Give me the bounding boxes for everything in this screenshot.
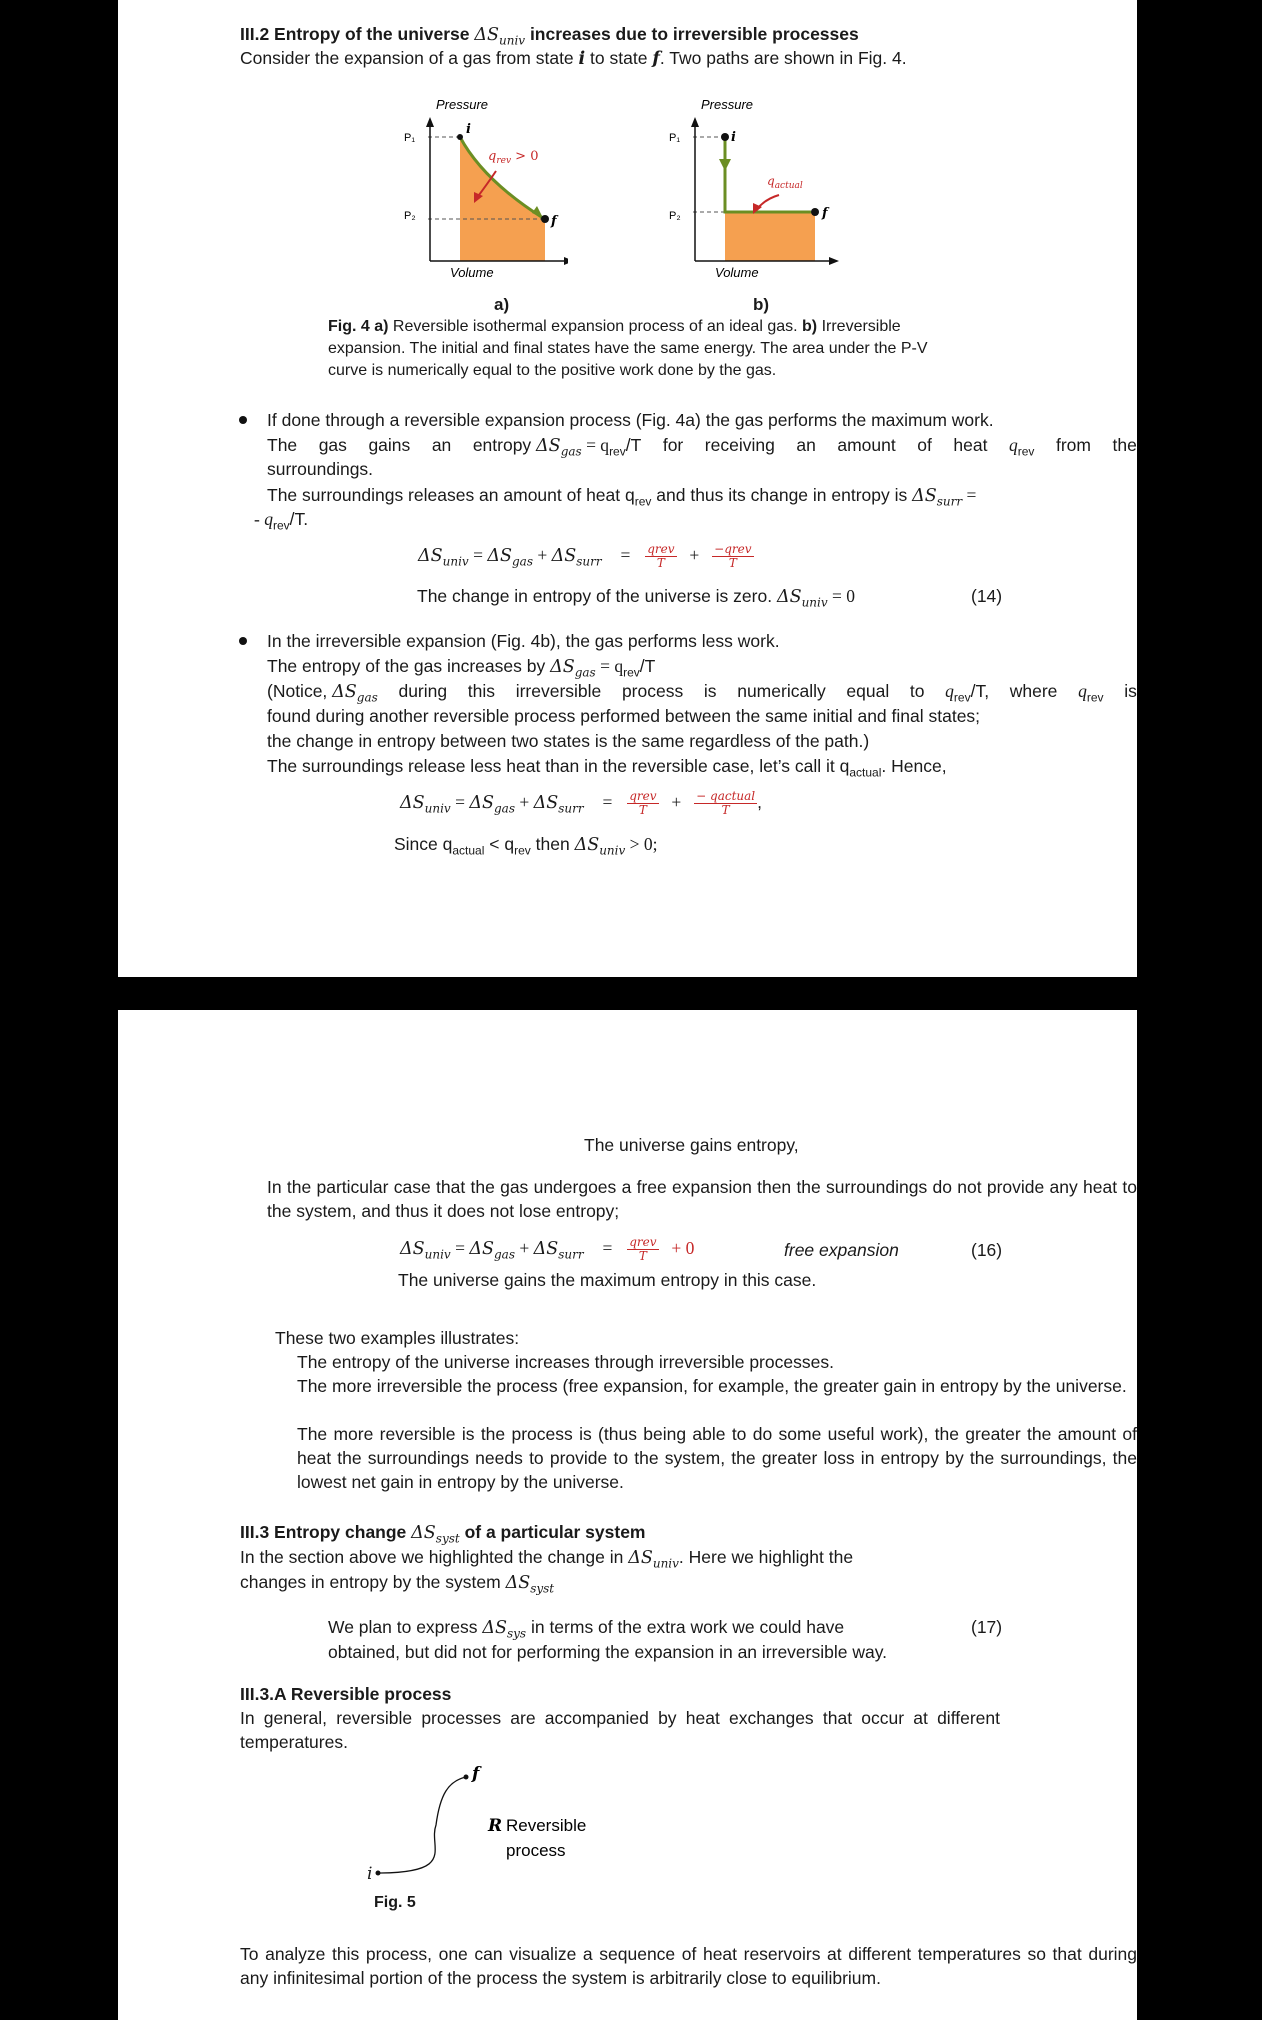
equation-16-conclusion: The universe gains the maximum entropy in this case. [398, 1270, 817, 1290]
bullet-2-line-1: In the irreversible expansion (Fig. 4b), the gas performs less work. [267, 631, 780, 651]
bullet-1-line-1: If done through a reversible expansion process (Fig. 4a) the gas performs the maximum work. [267, 410, 994, 430]
bullet-1-line-3: surroundings. [267, 459, 374, 479]
figure-4-caption: Fig. 4 a) Reversible isothermal expansion process of an ideal gas. b) Irreversible expansion. The initial and final states have the same energy. The area under the P-V curve is numerically equal to the positive work done by the gas. [328, 318, 928, 379]
section-heading-3-3: III.3 Entropy change $\Delta S_{syst}$ of a particular system [240, 1522, 646, 1546]
p2-label: P₂ [669, 210, 681, 222]
figure-5-reversible-path [348, 1755, 588, 1885]
section-3-3-line-2: changes in entropy by the system $\Delta S_{syst}$ [240, 1572, 555, 1596]
section-3-3-line-1: In the section above we highlighted the change in $\Delta S_{univ}$. Here we highlight the [240, 1547, 854, 1571]
x-axis-label: Volume [450, 265, 494, 280]
figure-4a-pv-diagram [388, 95, 568, 295]
bullet-1 [239, 416, 247, 424]
qactual-label: $q_{actual}$ [767, 174, 803, 191]
intro-text: Consider the expansion of a gas from state i to state f. Two paths are shown in Fig. 4. [240, 48, 907, 69]
process-label: process [506, 1841, 566, 1860]
bullet-2 [239, 637, 247, 645]
figure-5-caption: Fig. 5 [374, 1894, 416, 1911]
state-i-point [721, 133, 729, 141]
state-f-label: f [822, 206, 828, 221]
equation-14: $\Delta S_{univ} = \Delta S_{gas} + \Delta S_{surr}$ = $\frac{\text{qrev}}{T}$ + $\frac{\text{−qrev}}{T}$ [418, 542, 752, 570]
state-i-label: i [466, 122, 471, 137]
equation-17-line-2: obtained, but did not for performing the expansion in an irreversible way. [328, 1642, 888, 1662]
analyze-paragraph: To analyze this process, one can visualize a sequence of heat reservoirs at different temperatures so that during any infinitesimal portion of the process the system is arbitrarily close to equilibrium. [240, 1944, 1137, 1988]
work-area [725, 212, 815, 261]
free-expansion-text: In the particular case that the gas undergoes a free expansion then the surroundings do not provide any heat to the system, and thus it does not lose entropy; [267, 1177, 1137, 1221]
p1-label: P₁ [404, 132, 416, 144]
state-f-point [464, 1775, 469, 1780]
reversible-label: Reversible [506, 1816, 587, 1835]
bullet-2-line-4: found during another reversible process performed between the same initial and final states; [267, 706, 981, 726]
process-curve [378, 1777, 466, 1873]
fig-4a-panel-label: a) [494, 295, 510, 314]
bullet-2-line-3: (Notice, $\Delta S_{gas}$ during this irreversible process is numerically equal to $q_{rev}/T$, where $q_{rev}$ is [267, 681, 1137, 705]
figure-4b-pv-diagram [653, 95, 843, 295]
bullet-2-line-5: the change in entropy between two states is the same regardless of the path.) [267, 731, 870, 751]
bullet-2-line-2: The entropy of the gas increases by $\Delta S_{gas} = q_{rev}/T$ [267, 656, 656, 680]
equation-15: $\Delta S_{univ} = \Delta S_{gas} + \Delta S_{surr}$ = $\frac{\text{qrev}}{T}$ + $\frac{\text{− qactual}}{T}$ , [400, 789, 763, 817]
bullet-1-line-2: The gas gains an entropy $\Delta S_{gas} = q_{rev}/T$ for receiving an amount of heat $q_{rev}$ from the [267, 435, 1137, 459]
state-i-point [376, 1871, 381, 1876]
bullet-1-line-5: - $q_{rev}/T$. [254, 509, 309, 533]
section-heading-3-3-a: III.3.A Reversible process [240, 1684, 452, 1704]
path-arrowhead [719, 159, 731, 171]
state-i-point [457, 134, 463, 140]
state-f-label: f [551, 214, 557, 229]
fig-4b-panel-label: b) [753, 295, 770, 314]
free-expansion-label: free expansion [784, 1240, 899, 1260]
x-axis-arrow [564, 257, 568, 265]
fig-5-state-i-label: i [367, 1864, 373, 1884]
x-axis-label: Volume [715, 265, 759, 280]
equation-17-number: (17) [971, 1617, 1003, 1637]
fraction-qrev-over-t: $\frac{\text{qrev}}{T}$ [629, 1235, 657, 1263]
section-heading-3-2: III.2 Entropy of the universe $\Delta S_{univ}$ increases due to irreversible processes [240, 24, 859, 48]
universe-gains-text: The universe gains entropy, [584, 1135, 799, 1155]
example-point-2: The more irreversible the process (free expansion, for example, the greater gain in entropy by the universe. [297, 1376, 1127, 1396]
y-axis-arrow [426, 117, 434, 127]
example-point-3: The more reversible is the process is (thus being able to do some useful work), the greater the amount of heat the surroundings needs to provide to the system, the greater loss in entropy by the surroundings, the lowest net gain in entropy by the universe. [297, 1424, 1137, 1492]
qrev-label: $q_{rev} > 0$ [488, 149, 539, 166]
equation-15-conclusion: Since $q_{actual} < q_{rev}$ then $\Delta S_{univ} > 0$; [394, 834, 658, 858]
y-axis-arrow [691, 117, 699, 127]
equation-16: $\Delta S_{univ} = \Delta S_{gas} + \Delta S_{surr}$ = $\frac{\text{qrev}}{T}$ + 0 [400, 1235, 695, 1263]
fraction-qrev-over-t: $\frac{\text{qrev}}{T}$ [629, 789, 657, 817]
x-axis-arrow [829, 257, 839, 265]
p1-label: P₁ [669, 132, 681, 144]
fraction-qrev-over-t: $\frac{\text{qrev}}{T}$ [647, 542, 675, 570]
examples-heading: These two examples illustrates: [275, 1328, 520, 1348]
p2-label: P₂ [404, 210, 416, 222]
equation-17-line-1: We plan to express $\Delta S_{sys}$ in terms of the extra work we could have [328, 1617, 845, 1641]
state-f-point [541, 215, 549, 223]
section-3-3-a-text: In general, reversible processes are accompanied by heat exchanges that occur at different temperatures. [240, 1708, 1000, 1752]
y-axis-label: Pressure [701, 97, 754, 112]
reversible-symbol: R [488, 1816, 503, 1836]
y-axis-label: Pressure [436, 97, 489, 112]
fraction-neg-qactual-over-t: $\frac{\text{− qactual}}{T}$ [696, 789, 756, 817]
bullet-2-line-6: The surroundings release less heat than in the reversible case, let’s call it $q_{actual}$. Hence, [267, 756, 947, 780]
equation-14-number: (14) [971, 586, 1003, 606]
document-page-1 [118, 0, 1137, 977]
bullet-1-line-4: The surroundings releases an amount of heat $q_{rev}$ and thus its change in entropy is $\Delta S_{surr}$ = [267, 485, 977, 509]
example-point-1: The entropy of the universe increases through irreversible processes. [297, 1352, 834, 1372]
state-i-label: i [731, 130, 736, 145]
fraction-neg-qrev-over-t: $\frac{\text{−qrev}}{T}$ [714, 542, 752, 570]
state-f-point [811, 208, 819, 216]
document-page-2 [118, 1010, 1137, 2020]
equation-16-number: (16) [971, 1240, 1003, 1260]
equation-14-conclusion: The change in entropy of the universe is zero. $\Delta S_{univ} = 0$ [417, 586, 856, 610]
state-f-label: f [472, 1764, 480, 1784]
